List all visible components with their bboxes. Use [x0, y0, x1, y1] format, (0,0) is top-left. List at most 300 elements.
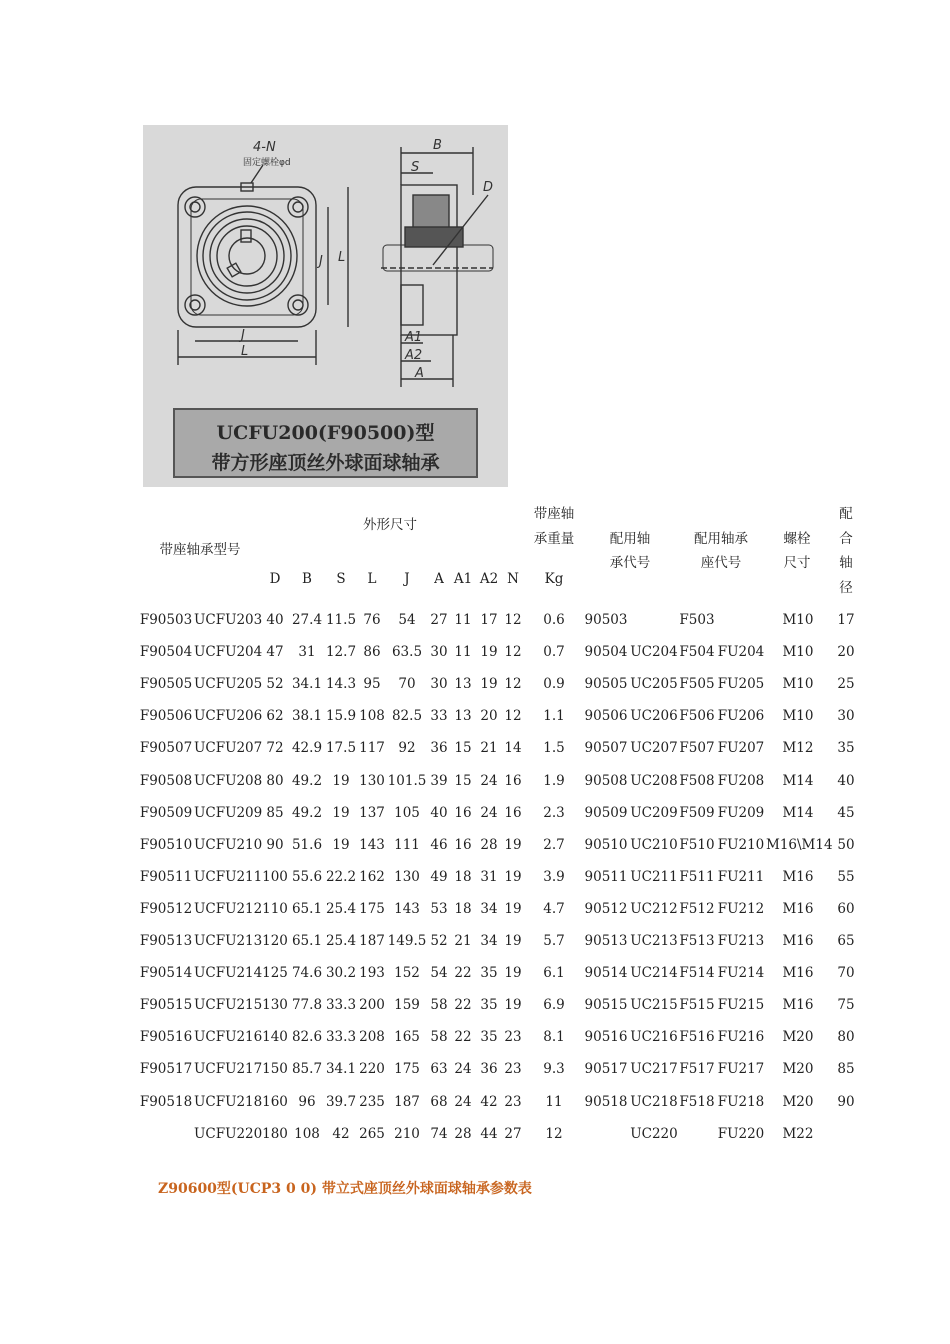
table-cell: UCFU218: [194, 1093, 263, 1110]
table-cell: 35: [480, 1029, 498, 1046]
table-cell: 12: [504, 612, 522, 628]
table-cell: UC209: [630, 804, 678, 821]
table-cell: 72: [266, 740, 284, 757]
table-cell: 90: [837, 1093, 855, 1110]
header-dim-s: S: [336, 571, 346, 587]
table-cell: 24: [480, 772, 498, 789]
table-cell: 130: [394, 868, 420, 885]
table-cell: M16: [782, 933, 814, 949]
table-cell: 25.4: [325, 900, 357, 917]
table-cell: 33: [430, 708, 448, 725]
label-d: D: [483, 180, 494, 195]
table-cell: F90511: [139, 868, 193, 885]
table-cell: UC204: [630, 644, 678, 661]
table-cell: FU210: [717, 836, 765, 853]
table-cell: 62: [266, 708, 284, 725]
table-cell: 208: [359, 1029, 385, 1046]
table-cell: 5.7: [543, 933, 565, 949]
table-cell: 68: [430, 1093, 448, 1110]
table-cell: F90503: [139, 612, 193, 628]
header-dimensions: 外形尺寸: [363, 517, 417, 533]
header-dim-j: J: [404, 571, 410, 587]
table-cell: M16: [782, 900, 814, 917]
table-cell: 36: [480, 1061, 498, 1078]
table-cell: 16: [454, 836, 472, 853]
table-cell: 35: [480, 965, 498, 982]
table-cell: 15: [454, 740, 472, 757]
table-cell: UCFU211: [194, 868, 263, 885]
table-cell: 22.2: [325, 868, 357, 885]
table-cell: F515: [679, 997, 715, 1014]
table-cell: FU217: [717, 1061, 765, 1078]
table-cell: FU208: [717, 772, 765, 789]
header-weight-1: 带座轴: [533, 506, 575, 522]
table-cell: UCFU207: [194, 740, 263, 757]
header-bearing-1: 配用轴: [609, 531, 651, 547]
table-cell: 15: [454, 772, 472, 789]
table-cell: FU209: [717, 804, 765, 821]
table-cell: 34: [480, 933, 498, 949]
table-cell: 42: [332, 1125, 350, 1142]
table-cell: 50: [837, 836, 855, 853]
table-cell: F90518: [139, 1093, 193, 1110]
table-cell: 34: [480, 900, 498, 917]
header-shaft-1: 配: [839, 506, 853, 522]
table-cell: 4.7: [543, 900, 565, 917]
table-cell: M22: [782, 1125, 814, 1142]
table-cell: UC218: [630, 1093, 678, 1110]
table-cell: 49.2: [291, 772, 323, 789]
bearing-drawing: [143, 125, 508, 487]
table-cell: 18: [454, 900, 472, 917]
table-cell: 159: [394, 997, 420, 1014]
table-cell: 111: [394, 836, 420, 853]
table-cell: 14: [504, 740, 522, 757]
table-cell: 58: [430, 997, 448, 1014]
table-cell: 96: [298, 1093, 316, 1110]
table-cell: 3.9: [543, 868, 565, 885]
table-cell: 44: [480, 1125, 498, 1142]
table-cell: 140: [262, 1029, 288, 1046]
label-j: J: [241, 328, 245, 343]
table-cell: 152: [394, 965, 420, 982]
table-cell: 39: [430, 772, 448, 789]
table-cell: FU220: [717, 1125, 765, 1142]
table-cell: UCFU220: [194, 1125, 263, 1142]
table-cell: 90504: [584, 644, 628, 661]
table-cell: 31: [298, 644, 316, 661]
technical-drawing: [143, 125, 508, 415]
table-cell: 52: [430, 933, 448, 949]
table-cell: 82.6: [291, 1029, 323, 1046]
table-cell: 11: [454, 644, 472, 661]
header-dim-n: N: [507, 571, 519, 587]
table-cell: 6.9: [543, 997, 565, 1014]
table-cell: F90504: [139, 644, 193, 661]
table-cell: 125: [262, 965, 288, 982]
table-cell: 17: [480, 612, 498, 628]
table-cell: UC211: [630, 868, 678, 885]
table-cell: 85.7: [291, 1061, 323, 1078]
table-cell: 40: [430, 804, 448, 821]
table-cell: 160: [262, 1093, 288, 1110]
table-cell: 16: [504, 772, 522, 789]
table-cell: 35: [480, 997, 498, 1014]
table-cell: 52: [266, 676, 284, 693]
header-bolt-2: 尺寸: [783, 555, 811, 571]
table-cell: F90505: [139, 676, 193, 693]
table-cell: UC220: [630, 1125, 678, 1142]
table-cell: 27.4: [291, 612, 323, 628]
table-cell: 27: [504, 1125, 522, 1142]
table-cell: 65.1: [291, 900, 323, 917]
table-cell: 19: [504, 900, 522, 917]
table-cell: 85: [837, 1061, 855, 1078]
table-cell: M16: [782, 997, 814, 1014]
table-cell: UCFU203: [194, 612, 263, 628]
table-cell: M14: [782, 772, 814, 789]
table-cell: 19: [504, 933, 522, 949]
table-cell: 65.1: [291, 933, 323, 949]
table-cell: 24: [454, 1061, 472, 1078]
table-cell: 130: [359, 772, 385, 789]
table-cell: 30.2: [325, 965, 357, 982]
table-cell: 17.5: [325, 740, 357, 757]
table-cell: UC212: [630, 900, 678, 917]
table-cell: F90509: [139, 804, 193, 821]
label-l: L: [241, 344, 249, 359]
table-cell: 210: [394, 1125, 420, 1142]
table-cell: 40: [837, 772, 855, 789]
table-cell: 12: [504, 676, 522, 693]
table-cell: 12.7: [325, 644, 357, 661]
table-cell: 23: [504, 1029, 522, 1046]
table-cell: 74.6: [291, 965, 323, 982]
table-cell: UCFU217: [194, 1061, 263, 1078]
table-cell: 90508: [584, 772, 628, 789]
table-cell: 265: [359, 1125, 385, 1142]
table-cell: UCFU212: [194, 900, 263, 917]
table-cell: 90505: [584, 676, 628, 693]
table-cell: F90512: [139, 900, 193, 917]
label-a1: A1: [405, 330, 423, 345]
table-cell: 117: [359, 740, 385, 757]
next-section-title: Z90600型(UCP3 0 0) 带立式座顶丝外球面球轴承参数表: [158, 1181, 532, 1197]
table-cell: FU206: [717, 708, 765, 725]
table-cell: F510: [679, 836, 715, 853]
header-weight-unit: Kg: [544, 571, 564, 587]
table-cell: 38.1: [291, 708, 323, 725]
table-cell: 90518: [584, 1093, 628, 1110]
header-dim-a: A: [434, 571, 444, 587]
table-cell: F90507: [139, 740, 193, 757]
table-cell: FU216: [717, 1029, 765, 1046]
table-cell: F516: [679, 1029, 715, 1046]
label-bolt: 固定螺栓φd: [243, 158, 291, 168]
label-a: A: [415, 366, 424, 381]
table-cell: M20: [782, 1061, 814, 1078]
table-cell: M14: [782, 804, 814, 821]
table-cell: UCFU205: [194, 676, 263, 693]
label-b: B: [433, 138, 442, 153]
header-housing-1: 配用轴承: [694, 531, 748, 547]
table-cell: 36: [430, 740, 448, 757]
table-cell: F511: [679, 868, 715, 885]
table-cell: FU218: [717, 1093, 765, 1110]
table-cell: 95: [363, 676, 381, 693]
table-cell: 13: [454, 676, 472, 693]
table-cell: 1.1: [543, 708, 565, 725]
table-cell: 23: [504, 1061, 522, 1078]
table-cell: F90506: [139, 708, 193, 725]
table-cell: 19: [480, 644, 498, 661]
header-dim-b: B: [302, 571, 312, 587]
table-cell: 42.9: [291, 740, 323, 757]
table-cell: F505: [679, 676, 715, 693]
table-cell: F517: [679, 1061, 715, 1078]
figure-banner: [173, 408, 478, 478]
table-cell: 90503: [584, 612, 628, 628]
header-dim-d: D: [269, 571, 281, 587]
header-model: 带座轴承型号: [159, 542, 241, 558]
table-cell: 19: [480, 676, 498, 693]
table-cell: M10: [782, 612, 814, 628]
table-cell: UC207: [630, 740, 678, 757]
table-cell: UCFU214: [194, 965, 263, 982]
table-cell: 220: [359, 1061, 385, 1078]
table-cell: 75: [837, 997, 855, 1014]
table-cell: 16: [454, 804, 472, 821]
table-cell: F518: [679, 1093, 715, 1110]
table-cell: FU207: [717, 740, 765, 757]
table-cell: 137: [359, 804, 385, 821]
table-cell: 77.8: [291, 997, 323, 1014]
table-cell: 92: [398, 740, 416, 757]
table-cell: M10: [782, 644, 814, 661]
table-cell: UC217: [630, 1061, 678, 1078]
table-cell: 90511: [584, 868, 628, 885]
table-cell: F507: [679, 740, 715, 757]
table-cell: 235: [359, 1093, 385, 1110]
table-cell: 25: [837, 676, 855, 693]
table-cell: UCFU213: [194, 933, 263, 949]
table-cell: 27: [430, 612, 448, 628]
table-cell: 76: [363, 612, 381, 628]
table-cell: 80: [266, 772, 284, 789]
table-cell: FU212: [717, 900, 765, 917]
table-cell: 200: [359, 997, 385, 1014]
header-dim-a1: A1: [453, 571, 473, 587]
table-cell: F90513: [139, 933, 193, 949]
table-cell: 90: [266, 836, 284, 853]
header-housing-2: 座代号: [700, 555, 742, 571]
table-cell: 0.9: [543, 676, 565, 693]
table-cell: 90513: [584, 933, 628, 949]
table-cell: 0.6: [543, 612, 565, 628]
table-cell: 15.9: [325, 708, 357, 725]
table-cell: FU213: [717, 933, 765, 949]
table-cell: 22: [454, 1029, 472, 1046]
label-s: S: [411, 160, 420, 175]
table-cell: 49: [430, 868, 448, 885]
table-cell: M10: [782, 676, 814, 693]
table-cell: F90514: [139, 965, 193, 982]
label-a2: A2: [405, 348, 423, 363]
table-cell: FU204: [717, 644, 765, 661]
table-cell: M10: [782, 708, 814, 725]
table-cell: F513: [679, 933, 715, 949]
table-cell: 12: [545, 1125, 563, 1142]
table-cell: 28: [454, 1125, 472, 1142]
table-cell: 187: [359, 933, 385, 949]
table-cell: UCFU206: [194, 708, 263, 725]
table-cell: 143: [394, 900, 420, 917]
table-cell: FU215: [717, 997, 765, 1014]
table-cell: 149.5: [387, 933, 427, 949]
table-cell: 34.1: [325, 1061, 357, 1078]
table-cell: 70: [837, 965, 855, 982]
table-cell: 39.7: [325, 1093, 357, 1110]
table-cell: 24: [480, 804, 498, 821]
table-cell: 11: [545, 1093, 563, 1110]
table-cell: 8.1: [543, 1029, 565, 1046]
header-weight-2: 承重量: [533, 531, 575, 547]
table-cell: 35: [837, 740, 855, 757]
table-cell: 54: [398, 612, 416, 628]
table-cell: 175: [394, 1061, 420, 1078]
table-cell: 51.6: [291, 836, 323, 853]
table-cell: 90516: [584, 1029, 628, 1046]
table-cell: F514: [679, 965, 715, 982]
table-cell: UC215: [630, 997, 678, 1014]
table-cell: 21: [454, 933, 472, 949]
table-cell: 31: [480, 868, 498, 885]
table-cell: UC210: [630, 836, 678, 853]
table-cell: 20: [837, 644, 855, 661]
table-cell: 65: [837, 933, 855, 949]
header-bolt-1: 螺栓: [783, 531, 811, 547]
table-cell: F90516: [139, 1029, 193, 1046]
table-cell: 19: [504, 965, 522, 982]
table-cell: 25.4: [325, 933, 357, 949]
table-cell: 1.5: [543, 740, 565, 757]
table-cell: 42: [480, 1093, 498, 1110]
label-j-vertical: J: [319, 254, 323, 269]
table-cell: F508: [679, 772, 715, 789]
table-cell: UCFU216: [194, 1029, 263, 1046]
table-cell: 12: [504, 708, 522, 725]
table-cell: 19: [332, 772, 350, 789]
table-cell: UC214: [630, 965, 678, 982]
table-cell: 80: [837, 1029, 855, 1046]
table-cell: 100: [262, 868, 288, 885]
table-cell: M16: [782, 868, 814, 885]
table-cell: UCFU209: [194, 804, 263, 821]
table-cell: UCFU204: [194, 644, 263, 661]
header-shaft-3: 轴: [839, 555, 853, 571]
table-cell: F90517: [139, 1061, 193, 1078]
header-dim-a2: A2: [479, 571, 499, 587]
table-cell: 63.5: [391, 644, 423, 661]
table-cell: 165: [394, 1029, 420, 1046]
table-cell: UC213: [630, 933, 678, 949]
table-cell: 180: [262, 1125, 288, 1142]
table-cell: 49.2: [291, 804, 323, 821]
table-cell: 150: [262, 1061, 288, 1078]
table-cell: 187: [394, 1093, 420, 1110]
table-cell: 47: [266, 644, 284, 661]
table-cell: 24: [454, 1093, 472, 1110]
table-cell: F509: [679, 804, 715, 821]
table-cell: 90512: [584, 900, 628, 917]
table-cell: M12: [782, 740, 814, 757]
table-cell: 54: [430, 965, 448, 982]
table-cell: 108: [294, 1125, 320, 1142]
table-cell: 33.3: [325, 997, 357, 1014]
table-cell: UC216: [630, 1029, 678, 1046]
table-cell: F90508: [139, 772, 193, 789]
table-cell: 9.3: [543, 1061, 565, 1078]
table-cell: 2.7: [543, 836, 565, 853]
table-cell: 70: [398, 676, 416, 693]
table-cell: 22: [454, 965, 472, 982]
table-cell: 19: [332, 836, 350, 853]
table-cell: 82.5: [391, 708, 423, 725]
table-cell: 86: [363, 644, 381, 661]
table-cell: 20: [480, 708, 498, 725]
table-cell: 19: [504, 997, 522, 1014]
table-cell: 58: [430, 1029, 448, 1046]
table-cell: 90515: [584, 997, 628, 1014]
table-cell: FU214: [717, 965, 765, 982]
table-cell: F90510: [139, 836, 193, 853]
table-cell: F504: [679, 644, 715, 661]
table-cell: 16: [504, 804, 522, 821]
table-cell: 120: [262, 933, 288, 949]
table-cell: 143: [359, 836, 385, 853]
header-shaft-2: 合: [839, 531, 853, 547]
table-cell: 162: [359, 868, 385, 885]
table-cell: 105: [394, 804, 420, 821]
table-cell: UC206: [630, 708, 678, 725]
table-cell: 1.9: [543, 772, 565, 789]
table-cell: 90506: [584, 708, 628, 725]
table-cell: F506: [679, 708, 715, 725]
table-cell: UCFU210: [194, 836, 263, 853]
table-cell: 11: [454, 612, 472, 628]
table-cell: 2.3: [543, 804, 565, 821]
table-cell: 85: [266, 804, 284, 821]
table-cell: 13: [454, 708, 472, 725]
table-cell: 46: [430, 836, 448, 853]
table-cell: 110: [262, 900, 288, 917]
table-cell: 55.6: [291, 868, 323, 885]
table-cell: F503: [679, 612, 715, 628]
table-cell: 19: [504, 836, 522, 853]
table-cell: 101.5: [387, 772, 427, 789]
table-cell: 19: [504, 868, 522, 885]
table-cell: 90509: [584, 804, 628, 821]
table-cell: 11.5: [325, 612, 357, 628]
table-cell: FU205: [717, 676, 765, 693]
table-cell: 22: [454, 997, 472, 1014]
table-cell: M16\M14: [766, 836, 833, 853]
table-cell: 19: [332, 804, 350, 821]
table-cell: 0.7: [543, 644, 565, 661]
table-cell: M20: [782, 1093, 814, 1110]
table-cell: 12: [504, 644, 522, 661]
table-cell: 30: [837, 708, 855, 725]
